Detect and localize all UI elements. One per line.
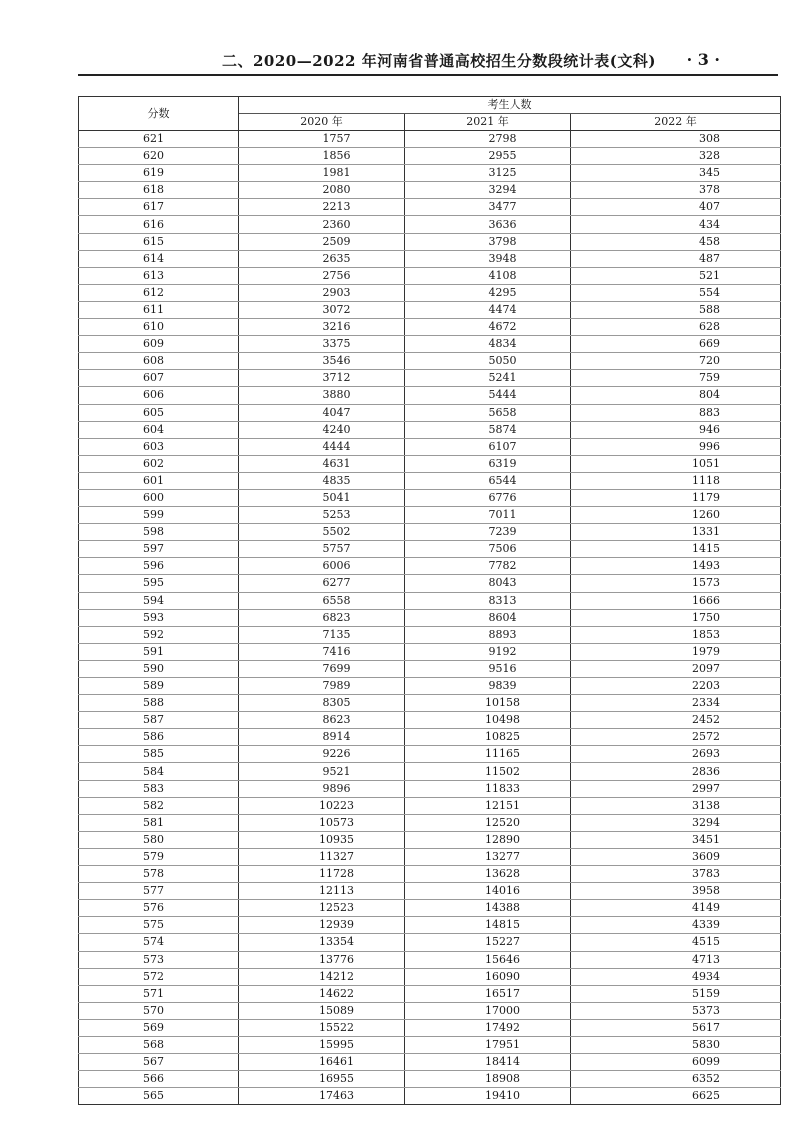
count-2022-cell: 554: [571, 284, 781, 301]
count-2020-cell: 4240: [239, 421, 405, 438]
count-2020-cell: 9226: [239, 746, 405, 763]
count-2020-cell: 4047: [239, 404, 405, 421]
score-cell: 605: [79, 404, 239, 421]
count-2021-cell: 11833: [405, 780, 571, 797]
count-2021-cell: 3294: [405, 182, 571, 199]
count-2021-cell: 9192: [405, 643, 571, 660]
year-header-2022: 2022 年: [571, 114, 781, 131]
count-2022-cell: 3783: [571, 866, 781, 883]
count-2021-cell: 4108: [405, 267, 571, 284]
table-row: [79, 370, 781, 387]
count-2022-cell: 588: [571, 301, 781, 318]
count-2021-cell: 8604: [405, 609, 571, 626]
table-row: [79, 387, 781, 404]
count-2021-cell: 14815: [405, 917, 571, 934]
score-cell: 620: [79, 148, 239, 165]
table-row: [79, 489, 781, 506]
table-row: [79, 1002, 781, 1019]
score-cell: 587: [79, 712, 239, 729]
count-2020-cell: 1981: [239, 165, 405, 182]
count-2020-cell: 6823: [239, 609, 405, 626]
score-column-header: 分数: [79, 97, 239, 131]
count-2020-cell: 2360: [239, 216, 405, 233]
count-2021-cell: 10498: [405, 712, 571, 729]
table-row: [79, 319, 781, 336]
count-2021-cell: 3798: [405, 233, 571, 250]
count-2020-cell: 5253: [239, 507, 405, 524]
count-2021-cell: 11165: [405, 746, 571, 763]
count-2022-cell: 1979: [571, 643, 781, 660]
score-cell: 575: [79, 917, 239, 934]
count-2021-cell: 8313: [405, 592, 571, 609]
year-header-2020: 2020 年: [239, 114, 405, 131]
count-2020-cell: 12939: [239, 917, 405, 934]
score-cell: 614: [79, 250, 239, 267]
score-cell: 584: [79, 763, 239, 780]
count-2021-cell: 18908: [405, 1071, 571, 1088]
score-cell: 585: [79, 746, 239, 763]
count-2022-cell: 628: [571, 319, 781, 336]
table-row: [79, 507, 781, 524]
count-2022-cell: 3958: [571, 883, 781, 900]
count-2020-cell: 3072: [239, 301, 405, 318]
count-2021-cell: 15227: [405, 934, 571, 951]
table-row: [79, 780, 781, 797]
score-cell: 582: [79, 797, 239, 814]
count-2020-cell: 9521: [239, 763, 405, 780]
score-cell: 568: [79, 1036, 239, 1053]
count-2021-cell: 4672: [405, 319, 571, 336]
table-row: [79, 814, 781, 831]
page-header: [0, 0, 800, 90]
count-2022-cell: 4515: [571, 934, 781, 951]
count-2021-cell: 16090: [405, 968, 571, 985]
score-cell: 586: [79, 729, 239, 746]
page-title: 二、2020—2022 年河南省普通高校招生分数段统计表(文科): [222, 52, 656, 70]
score-cell: 573: [79, 951, 239, 968]
table-row: [79, 1019, 781, 1036]
count-2021-cell: 5874: [405, 421, 571, 438]
count-2022-cell: 328: [571, 148, 781, 165]
count-2022-cell: 4149: [571, 900, 781, 917]
count-2021-cell: 9839: [405, 678, 571, 695]
score-cell: 595: [79, 575, 239, 592]
count-2020-cell: 7989: [239, 678, 405, 695]
table-row: [79, 985, 781, 1002]
table-row: [79, 951, 781, 968]
count-2022-cell: 996: [571, 438, 781, 455]
count-2022-cell: 1415: [571, 541, 781, 558]
count-2020-cell: 7699: [239, 660, 405, 677]
table-row: [79, 729, 781, 746]
count-2021-cell: 14016: [405, 883, 571, 900]
table-row: [79, 182, 781, 199]
table-row: [79, 353, 781, 370]
count-2020-cell: 7416: [239, 643, 405, 660]
count-2021-cell: 12520: [405, 814, 571, 831]
table-row: [79, 148, 781, 165]
score-cell: 612: [79, 284, 239, 301]
count-2022-cell: 2203: [571, 678, 781, 695]
table-row: [79, 883, 781, 900]
count-2022-cell: 6625: [571, 1088, 781, 1105]
score-cell: 613: [79, 267, 239, 284]
count-2022-cell: 6099: [571, 1054, 781, 1071]
count-2020-cell: 11728: [239, 866, 405, 883]
score-cell: 601: [79, 472, 239, 489]
count-2022-cell: 487: [571, 250, 781, 267]
count-2022-cell: 2836: [571, 763, 781, 780]
table-row: [79, 900, 781, 917]
count-2022-cell: 4713: [571, 951, 781, 968]
table-row: [79, 472, 781, 489]
table-row: [79, 1036, 781, 1053]
score-cell: 618: [79, 182, 239, 199]
count-2021-cell: 2798: [405, 131, 571, 148]
count-2022-cell: 804: [571, 387, 781, 404]
count-2020-cell: 4835: [239, 472, 405, 489]
count-2021-cell: 7239: [405, 524, 571, 541]
count-2022-cell: 4934: [571, 968, 781, 985]
table-body: [79, 131, 781, 1105]
score-cell: 615: [79, 233, 239, 250]
table-row: [79, 934, 781, 951]
count-2021-cell: 12151: [405, 797, 571, 814]
count-2020-cell: 5757: [239, 541, 405, 558]
count-2022-cell: 1853: [571, 626, 781, 643]
count-2021-cell: 17951: [405, 1036, 571, 1053]
count-2021-cell: 6544: [405, 472, 571, 489]
table-row: [79, 712, 781, 729]
count-2021-cell: 4295: [405, 284, 571, 301]
score-cell: 577: [79, 883, 239, 900]
table-row: [79, 541, 781, 558]
score-cell: 616: [79, 216, 239, 233]
table-row: [79, 421, 781, 438]
count-2022-cell: 521: [571, 267, 781, 284]
count-2021-cell: 11502: [405, 763, 571, 780]
count-2020-cell: 2635: [239, 250, 405, 267]
score-cell: 609: [79, 336, 239, 353]
count-2021-cell: 17000: [405, 1002, 571, 1019]
table-row: [79, 558, 781, 575]
count-2022-cell: 1666: [571, 592, 781, 609]
count-2022-cell: 1750: [571, 609, 781, 626]
score-cell: 567: [79, 1054, 239, 1071]
count-2021-cell: 4834: [405, 336, 571, 353]
count-2020-cell: 8305: [239, 695, 405, 712]
score-cell: 608: [79, 353, 239, 370]
count-2020-cell: 5502: [239, 524, 405, 541]
count-2020-cell: 3546: [239, 353, 405, 370]
count-2022-cell: 2334: [571, 695, 781, 712]
count-2021-cell: 3477: [405, 199, 571, 216]
count-2020-cell: 16461: [239, 1054, 405, 1071]
count-2020-cell: 2080: [239, 182, 405, 199]
count-2022-cell: 1051: [571, 455, 781, 472]
count-2021-cell: 14388: [405, 900, 571, 917]
score-cell: 603: [79, 438, 239, 455]
table-row: [79, 336, 781, 353]
table-row: [79, 609, 781, 626]
table-row: [79, 1071, 781, 1088]
count-2020-cell: 4631: [239, 455, 405, 472]
score-cell: 579: [79, 848, 239, 865]
score-cell: 565: [79, 1088, 239, 1105]
count-2021-cell: 6107: [405, 438, 571, 455]
count-2022-cell: 2452: [571, 712, 781, 729]
count-2022-cell: 458: [571, 233, 781, 250]
score-distribution-table: [78, 96, 781, 1105]
count-2022-cell: 1331: [571, 524, 781, 541]
count-2020-cell: 13354: [239, 934, 405, 951]
count-2020-cell: 10935: [239, 831, 405, 848]
count-2022-cell: 1260: [571, 507, 781, 524]
count-2020-cell: 12523: [239, 900, 405, 917]
count-2021-cell: 5444: [405, 387, 571, 404]
count-2021-cell: 9516: [405, 660, 571, 677]
count-2020-cell: 8914: [239, 729, 405, 746]
count-2020-cell: 8623: [239, 712, 405, 729]
table-row: [79, 848, 781, 865]
count-2021-cell: 13628: [405, 866, 571, 883]
table-row: [79, 250, 781, 267]
table-row: [79, 524, 781, 541]
table-row: [79, 626, 781, 643]
count-2022-cell: 308: [571, 131, 781, 148]
score-cell: 619: [79, 165, 239, 182]
score-cell: 588: [79, 695, 239, 712]
count-2021-cell: 17492: [405, 1019, 571, 1036]
count-2020-cell: 14212: [239, 968, 405, 985]
count-2020-cell: 2509: [239, 233, 405, 250]
score-cell: 594: [79, 592, 239, 609]
count-2022-cell: 3609: [571, 848, 781, 865]
score-cell: 566: [79, 1071, 239, 1088]
table-row: [79, 917, 781, 934]
count-2022-cell: 5159: [571, 985, 781, 1002]
count-2021-cell: 10825: [405, 729, 571, 746]
count-2021-cell: 15646: [405, 951, 571, 968]
count-2020-cell: 15522: [239, 1019, 405, 1036]
count-2022-cell: 345: [571, 165, 781, 182]
table-row: [79, 131, 781, 148]
count-2021-cell: 5241: [405, 370, 571, 387]
score-cell: 581: [79, 814, 239, 831]
count-2021-cell: 7011: [405, 507, 571, 524]
count-2022-cell: 5830: [571, 1036, 781, 1053]
count-2022-cell: 5617: [571, 1019, 781, 1036]
score-cell: 611: [79, 301, 239, 318]
table-row: [79, 797, 781, 814]
count-2020-cell: 2756: [239, 267, 405, 284]
count-2021-cell: 4474: [405, 301, 571, 318]
score-cell: 592: [79, 626, 239, 643]
score-cell: 604: [79, 421, 239, 438]
count-2022-cell: 3294: [571, 814, 781, 831]
count-2020-cell: 16955: [239, 1071, 405, 1088]
count-2020-cell: 10223: [239, 797, 405, 814]
count-2021-cell: 18414: [405, 1054, 571, 1071]
score-cell: 607: [79, 370, 239, 387]
table-row: [79, 199, 781, 216]
count-2021-cell: 7782: [405, 558, 571, 575]
count-2022-cell: 434: [571, 216, 781, 233]
table-row: [79, 746, 781, 763]
count-2021-cell: 5050: [405, 353, 571, 370]
count-2022-cell: 378: [571, 182, 781, 199]
count-2020-cell: 2903: [239, 284, 405, 301]
count-2021-cell: 3636: [405, 216, 571, 233]
table-row: [79, 678, 781, 695]
count-2022-cell: 5373: [571, 1002, 781, 1019]
table-row: [79, 968, 781, 985]
table-row: [79, 1088, 781, 1105]
count-2021-cell: 5658: [405, 404, 571, 421]
count-2020-cell: 4444: [239, 438, 405, 455]
count-2022-cell: 759: [571, 370, 781, 387]
score-cell: 589: [79, 678, 239, 695]
table-row: [79, 404, 781, 421]
count-2021-cell: 3125: [405, 165, 571, 182]
count-2021-cell: 8893: [405, 626, 571, 643]
score-cell: 570: [79, 1002, 239, 1019]
count-2022-cell: 946: [571, 421, 781, 438]
score-cell: 578: [79, 866, 239, 883]
count-2021-cell: 10158: [405, 695, 571, 712]
year-header-2021: 2021 年: [405, 114, 571, 131]
score-cell: 576: [79, 900, 239, 917]
count-2021-cell: 3948: [405, 250, 571, 267]
count-2021-cell: 6776: [405, 489, 571, 506]
count-2020-cell: 13776: [239, 951, 405, 968]
table-row: [79, 165, 781, 182]
count-2022-cell: 3138: [571, 797, 781, 814]
page-number: · 3 ·: [686, 50, 720, 69]
count-2020-cell: 10573: [239, 814, 405, 831]
count-2021-cell: 8043: [405, 575, 571, 592]
score-cell: 569: [79, 1019, 239, 1036]
candidate-count-header: 考生人数: [239, 97, 781, 114]
count-2022-cell: 4339: [571, 917, 781, 934]
count-2020-cell: 3375: [239, 336, 405, 353]
count-2022-cell: 2572: [571, 729, 781, 746]
table-row: [79, 695, 781, 712]
count-2022-cell: 1493: [571, 558, 781, 575]
count-2021-cell: 12890: [405, 831, 571, 848]
score-cell: 574: [79, 934, 239, 951]
count-2020-cell: 15089: [239, 1002, 405, 1019]
table-row: [79, 831, 781, 848]
score-cell: 598: [79, 524, 239, 541]
table-row: [79, 284, 781, 301]
score-cell: 571: [79, 985, 239, 1002]
table-row: [79, 575, 781, 592]
score-cell: 621: [79, 131, 239, 148]
count-2020-cell: 6558: [239, 592, 405, 609]
count-2020-cell: 6277: [239, 575, 405, 592]
count-2021-cell: 7506: [405, 541, 571, 558]
count-2021-cell: 2955: [405, 148, 571, 165]
count-2020-cell: 17463: [239, 1088, 405, 1105]
count-2022-cell: 720: [571, 353, 781, 370]
table-row: [79, 438, 781, 455]
count-2022-cell: 883: [571, 404, 781, 421]
count-2020-cell: 5041: [239, 489, 405, 506]
count-2021-cell: 6319: [405, 455, 571, 472]
count-2022-cell: 3451: [571, 831, 781, 848]
count-2020-cell: 15995: [239, 1036, 405, 1053]
count-2021-cell: 16517: [405, 985, 571, 1002]
count-2020-cell: 3880: [239, 387, 405, 404]
count-2022-cell: 1179: [571, 489, 781, 506]
score-cell: 583: [79, 780, 239, 797]
score-cell: 593: [79, 609, 239, 626]
score-cell: 610: [79, 319, 239, 336]
count-2022-cell: 1573: [571, 575, 781, 592]
score-cell: 580: [79, 831, 239, 848]
count-2022-cell: 2693: [571, 746, 781, 763]
table-row: [79, 660, 781, 677]
count-2022-cell: 407: [571, 199, 781, 216]
count-2020-cell: 2213: [239, 199, 405, 216]
count-2020-cell: 1757: [239, 131, 405, 148]
count-2020-cell: 6006: [239, 558, 405, 575]
score-cell: 591: [79, 643, 239, 660]
count-2022-cell: 6352: [571, 1071, 781, 1088]
table-row: [79, 455, 781, 472]
count-2020-cell: 9896: [239, 780, 405, 797]
table-row: [79, 592, 781, 609]
count-2021-cell: 13277: [405, 848, 571, 865]
count-2021-cell: 19410: [405, 1088, 571, 1105]
count-2020-cell: 7135: [239, 626, 405, 643]
count-2020-cell: 1856: [239, 148, 405, 165]
header-rule: [78, 74, 778, 76]
count-2022-cell: 1118: [571, 472, 781, 489]
score-cell: 602: [79, 455, 239, 472]
score-cell: 590: [79, 660, 239, 677]
table-row: [79, 866, 781, 883]
score-cell: 599: [79, 507, 239, 524]
score-cell: 617: [79, 199, 239, 216]
count-2022-cell: 2997: [571, 780, 781, 797]
count-2022-cell: 669: [571, 336, 781, 353]
count-2020-cell: 3216: [239, 319, 405, 336]
score-cell: 572: [79, 968, 239, 985]
count-2020-cell: 12113: [239, 883, 405, 900]
table-row: [79, 301, 781, 318]
score-cell: 600: [79, 489, 239, 506]
table-row: [79, 643, 781, 660]
count-2020-cell: 11327: [239, 848, 405, 865]
table-row: [79, 267, 781, 284]
count-2020-cell: 14622: [239, 985, 405, 1002]
score-cell: 597: [79, 541, 239, 558]
table-row: [79, 1054, 781, 1071]
score-cell: 596: [79, 558, 239, 575]
table-row: [79, 233, 781, 250]
table-row: [79, 216, 781, 233]
score-cell: 606: [79, 387, 239, 404]
count-2020-cell: 3712: [239, 370, 405, 387]
table-row: [79, 763, 781, 780]
count-2022-cell: 2097: [571, 660, 781, 677]
